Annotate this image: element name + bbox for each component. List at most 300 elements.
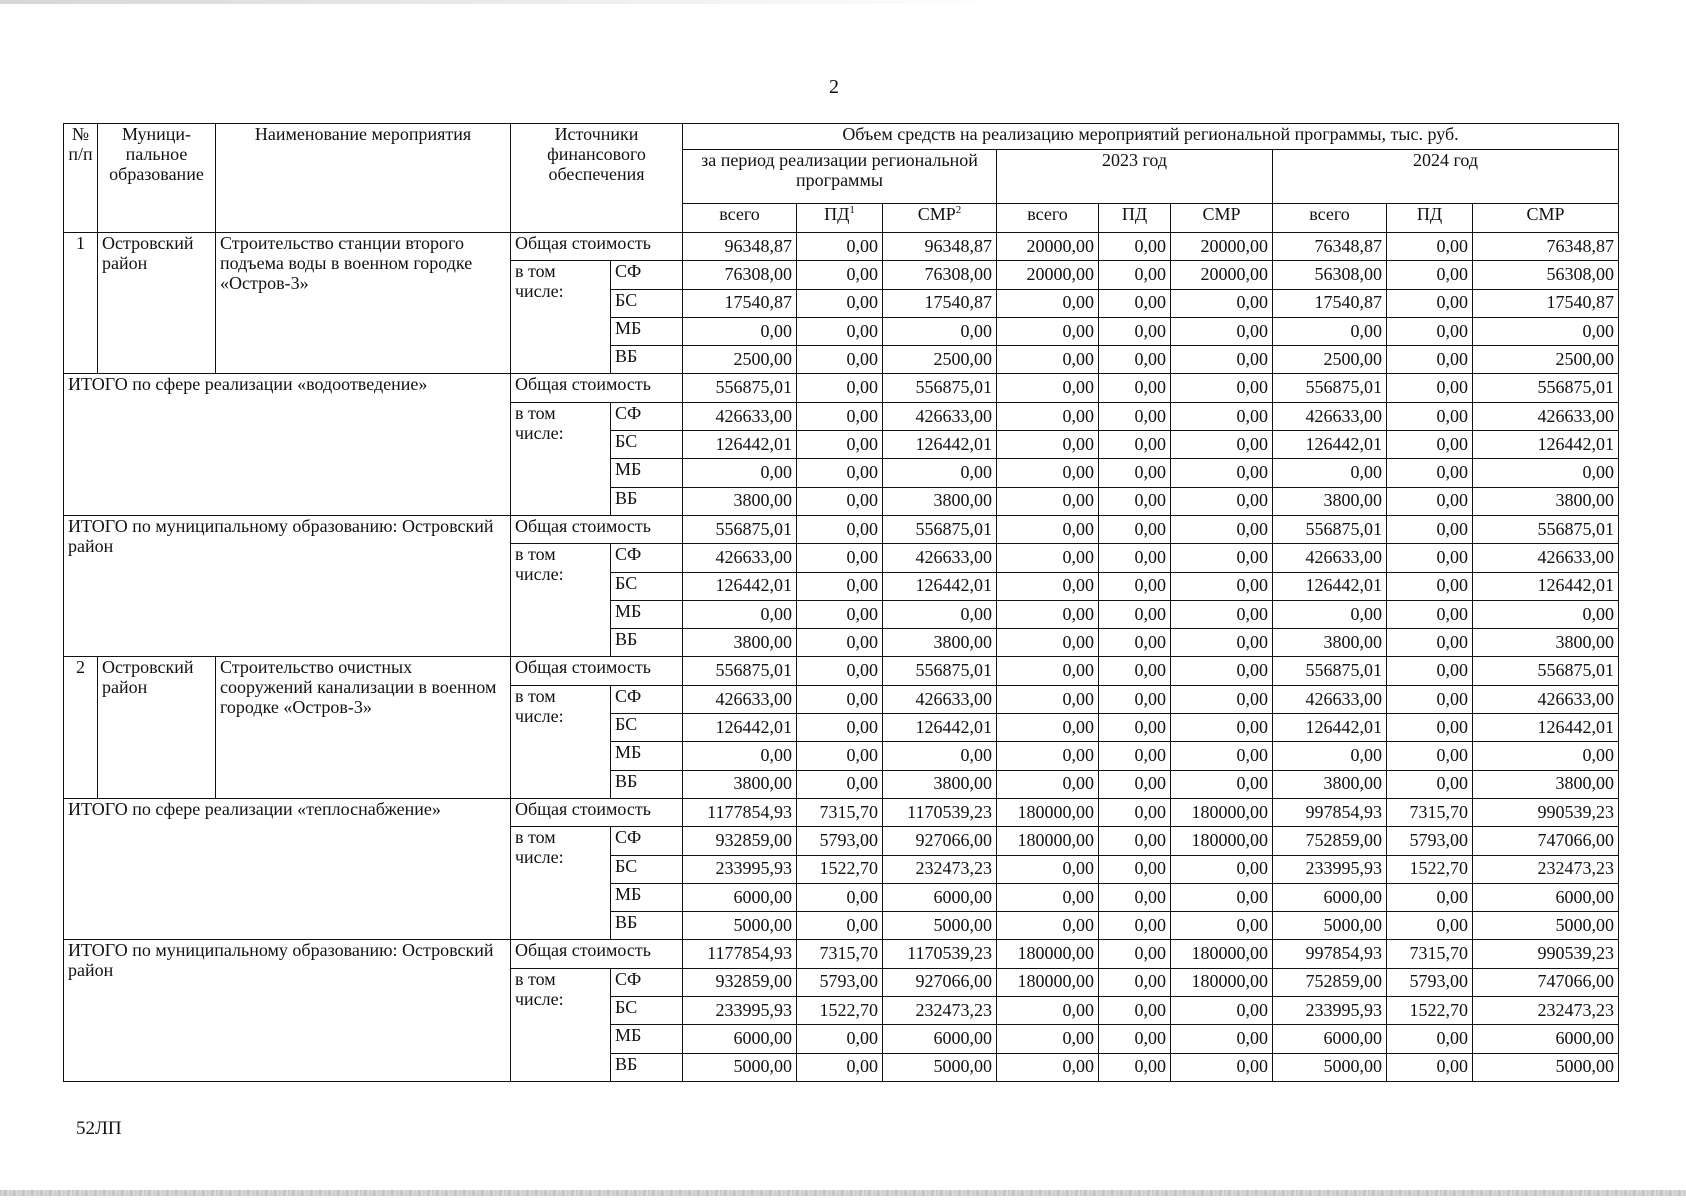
table-body — [64, 233, 1619, 1082]
value-cell: 0,00 — [997, 883, 1099, 911]
total-label: ИТОГО по муниципальному образованию: Островский район — [64, 940, 511, 1081]
value-cell: 6000,00 — [1273, 883, 1387, 911]
value-cell: 0,00 — [1387, 402, 1473, 430]
value-cell: 0,00 — [1099, 940, 1171, 968]
value-cell: 0,00 — [1171, 459, 1273, 487]
value-cell: 0,00 — [797, 883, 883, 911]
value-cell: 990539,23 — [1473, 798, 1619, 826]
source-code: МБ — [611, 317, 683, 345]
value-cell: 0,00 — [997, 742, 1099, 770]
value-cell: 0,00 — [797, 233, 883, 261]
value-cell: 126442,01 — [1473, 714, 1619, 742]
value-cell: 556875,01 — [883, 374, 997, 402]
value-cell: 0,00 — [1171, 544, 1273, 572]
value-cell: 0,00 — [797, 657, 883, 685]
value-cell: 0,00 — [1099, 912, 1171, 940]
source-code: СФ — [611, 968, 683, 996]
value-cell: 0,00 — [997, 487, 1099, 515]
table-row — [64, 233, 1619, 261]
value-cell: 0,00 — [1387, 431, 1473, 459]
source-code: ВБ — [611, 912, 683, 940]
page-number: 2 — [829, 76, 839, 98]
value-cell: 17540,87 — [1473, 289, 1619, 317]
value-cell: 3800,00 — [1473, 629, 1619, 657]
value-cell: 0,00 — [997, 1025, 1099, 1053]
row-number: 1 — [64, 233, 98, 374]
value-cell: 1170539,23 — [883, 798, 997, 826]
value-cell: 0,00 — [1273, 317, 1387, 345]
value-cell: 0,00 — [1171, 685, 1273, 713]
source-code: БС — [611, 997, 683, 1025]
value-cell: 233995,93 — [1273, 855, 1387, 883]
value-cell: 0,00 — [1099, 261, 1171, 289]
value-cell: 0,00 — [797, 714, 883, 742]
value-cell: 126442,01 — [1473, 431, 1619, 459]
value-cell: 180000,00 — [997, 827, 1099, 855]
value-cell: 233995,93 — [1273, 997, 1387, 1025]
value-cell: 426633,00 — [683, 402, 797, 430]
header-col-smr: СМР — [1473, 204, 1619, 233]
value-cell: 6000,00 — [1273, 1025, 1387, 1053]
value-cell: 426633,00 — [883, 544, 997, 572]
value-cell: 126442,01 — [883, 572, 997, 600]
value-cell: 3800,00 — [1473, 770, 1619, 798]
scan-edge-bottom — [0, 1190, 1686, 1196]
total-label: ИТОГО по сфере реализации «теплоснабжение» — [64, 798, 511, 939]
value-cell: 76348,87 — [1273, 233, 1387, 261]
table-row — [64, 940, 1619, 968]
value-cell: 0,00 — [997, 317, 1099, 345]
value-cell: 0,00 — [797, 261, 883, 289]
value-cell: 20000,00 — [997, 233, 1099, 261]
value-cell: 0,00 — [1099, 346, 1171, 374]
value-cell: 6000,00 — [883, 1025, 997, 1053]
value-cell: 3800,00 — [1273, 770, 1387, 798]
value-cell: 20000,00 — [1171, 261, 1273, 289]
value-cell: 17540,87 — [683, 289, 797, 317]
value-cell: 0,00 — [1387, 1025, 1473, 1053]
value-cell: 426633,00 — [1273, 544, 1387, 572]
value-cell: 3800,00 — [883, 487, 997, 515]
source-code: СФ — [611, 827, 683, 855]
value-cell: 6000,00 — [883, 883, 997, 911]
value-cell: 556875,01 — [1473, 657, 1619, 685]
value-cell: 232473,23 — [883, 855, 997, 883]
value-cell: 0,00 — [1273, 600, 1387, 628]
value-cell: 0,00 — [797, 431, 883, 459]
value-cell: 5793,00 — [797, 827, 883, 855]
value-cell: 0,00 — [1099, 515, 1171, 543]
value-cell: 1177854,93 — [683, 940, 797, 968]
value-cell: 5000,00 — [1473, 1053, 1619, 1081]
value-cell: 0,00 — [997, 912, 1099, 940]
value-cell: 0,00 — [1387, 346, 1473, 374]
value-cell: 0,00 — [1387, 572, 1473, 600]
value-cell: 17540,87 — [1273, 289, 1387, 317]
value-cell: 2500,00 — [1473, 346, 1619, 374]
value-cell: 0,00 — [1099, 289, 1171, 317]
municipality-name: Островский район — [98, 233, 216, 374]
value-cell: 0,00 — [1171, 770, 1273, 798]
value-cell: 752859,00 — [1273, 968, 1387, 996]
table-row — [64, 798, 1619, 826]
value-cell: 0,00 — [997, 459, 1099, 487]
value-cell: 752859,00 — [1273, 827, 1387, 855]
value-cell: 6000,00 — [1473, 1025, 1619, 1053]
value-cell: 997854,93 — [1273, 798, 1387, 826]
footnote-mark-2: 2 — [955, 204, 962, 216]
value-cell: 426633,00 — [1273, 402, 1387, 430]
source-including: в том числе: — [511, 402, 611, 515]
value-cell: 96348,87 — [883, 233, 997, 261]
source-code: ВБ — [611, 770, 683, 798]
value-cell: 0,00 — [883, 317, 997, 345]
source-code: БС — [611, 572, 683, 600]
source-code: СФ — [611, 685, 683, 713]
value-cell: 0,00 — [797, 770, 883, 798]
value-cell: 426633,00 — [1273, 685, 1387, 713]
value-cell: 0,00 — [1387, 629, 1473, 657]
value-cell: 0,00 — [1099, 544, 1171, 572]
value-cell: 0,00 — [1171, 855, 1273, 883]
funding-table — [63, 123, 1619, 1082]
value-cell: 0,00 — [1099, 233, 1171, 261]
value-cell: 0,00 — [1099, 431, 1171, 459]
value-cell: 426633,00 — [1473, 685, 1619, 713]
header-col-smr: СМР$^2$ — [883, 204, 997, 233]
value-cell: 0,00 — [1387, 289, 1473, 317]
header-col-pd: ПД — [1099, 204, 1171, 233]
value-cell: 0,00 — [1099, 685, 1171, 713]
source-total-cost: Общая стоимость — [511, 798, 683, 826]
value-cell: 0,00 — [997, 714, 1099, 742]
header-num: № п/п — [64, 124, 98, 233]
value-cell: 0,00 — [1171, 515, 1273, 543]
value-cell: 0,00 — [1099, 657, 1171, 685]
value-cell: 0,00 — [1099, 487, 1171, 515]
value-cell: 3800,00 — [1473, 487, 1619, 515]
table-row — [64, 657, 1619, 685]
value-cell: 932859,00 — [683, 968, 797, 996]
value-cell: 0,00 — [683, 317, 797, 345]
value-cell: 76348,87 — [1473, 233, 1619, 261]
source-including: в том числе: — [511, 261, 611, 374]
value-cell: 232473,23 — [1473, 997, 1619, 1025]
value-cell: 426633,00 — [1473, 402, 1619, 430]
value-cell: 7315,70 — [1387, 798, 1473, 826]
value-cell: 0,00 — [797, 459, 883, 487]
row-number: 2 — [64, 657, 98, 798]
value-cell: 0,00 — [997, 600, 1099, 628]
value-cell: 0,00 — [1099, 629, 1171, 657]
value-cell: 0,00 — [1099, 968, 1171, 996]
source-code: МБ — [611, 600, 683, 628]
value-cell: 0,00 — [997, 997, 1099, 1025]
value-cell: 6000,00 — [683, 1025, 797, 1053]
value-cell: 17540,87 — [883, 289, 997, 317]
value-cell: 0,00 — [997, 770, 1099, 798]
value-cell: 180000,00 — [997, 968, 1099, 996]
value-cell: 126442,01 — [1473, 572, 1619, 600]
value-cell: 5000,00 — [1273, 1053, 1387, 1081]
value-cell: 0,00 — [797, 289, 883, 317]
source-code: БС — [611, 431, 683, 459]
value-cell: 0,00 — [1387, 657, 1473, 685]
municipality-name: Островский район — [98, 657, 216, 798]
header-col-total: всего — [997, 204, 1099, 233]
value-cell: 0,00 — [997, 544, 1099, 572]
value-cell: 0,00 — [1099, 742, 1171, 770]
value-cell: 0,00 — [1099, 402, 1171, 430]
value-cell: 0,00 — [997, 431, 1099, 459]
value-cell: 0,00 — [1473, 317, 1619, 345]
value-cell: 5000,00 — [883, 1053, 997, 1081]
value-cell: 556875,01 — [1473, 374, 1619, 402]
header-year-2024: 2024 год — [1273, 150, 1619, 204]
value-cell: 0,00 — [797, 572, 883, 600]
value-cell: 0,00 — [797, 374, 883, 402]
value-cell: 0,00 — [997, 374, 1099, 402]
value-cell: 0,00 — [1099, 1025, 1171, 1053]
source-code: БС — [611, 289, 683, 317]
total-label: ИТОГО по сфере реализации «водоотведение» — [64, 374, 511, 515]
value-cell: 0,00 — [683, 600, 797, 628]
value-cell: 0,00 — [797, 600, 883, 628]
value-cell: 0,00 — [1099, 827, 1171, 855]
header-col-total: всего — [683, 204, 797, 233]
value-cell: 0,00 — [1387, 487, 1473, 515]
source-including: в том числе: — [511, 544, 611, 657]
value-cell: 0,00 — [797, 515, 883, 543]
value-cell: 0,00 — [997, 1053, 1099, 1081]
value-cell: 0,00 — [1171, 883, 1273, 911]
header-col-pd: $ПД^1$ — [797, 204, 883, 233]
value-cell: 3800,00 — [683, 487, 797, 515]
value-cell: 0,00 — [683, 742, 797, 770]
value-cell: 0,00 — [1171, 742, 1273, 770]
value-cell: 56308,00 — [1473, 261, 1619, 289]
value-cell: 556875,01 — [1473, 515, 1619, 543]
value-cell: 0,00 — [1099, 997, 1171, 1025]
value-cell: 0,00 — [1171, 289, 1273, 317]
value-cell: 556875,01 — [883, 657, 997, 685]
value-cell: 7315,70 — [797, 940, 883, 968]
source-including: в том числе: — [511, 685, 611, 798]
value-cell: 126442,01 — [683, 572, 797, 600]
value-cell: 3800,00 — [683, 770, 797, 798]
source-code: СФ — [611, 544, 683, 572]
value-cell: 0,00 — [1387, 261, 1473, 289]
value-cell: 3800,00 — [883, 629, 997, 657]
value-cell: 76308,00 — [683, 261, 797, 289]
value-cell: 927066,00 — [883, 968, 997, 996]
value-cell: 0,00 — [997, 657, 1099, 685]
total-label: ИТОГО по муниципальному образованию: Островский район — [64, 515, 511, 656]
value-cell: 0,00 — [1099, 374, 1171, 402]
value-cell: 556875,01 — [683, 657, 797, 685]
value-cell: 0,00 — [1387, 374, 1473, 402]
value-cell: 0,00 — [1099, 883, 1171, 911]
source-total-cost: Общая стоимость — [511, 940, 683, 968]
value-cell: 0,00 — [797, 487, 883, 515]
source-total-cost: Общая стоимость — [511, 233, 683, 261]
value-cell: 0,00 — [997, 346, 1099, 374]
value-cell: 126442,01 — [1273, 572, 1387, 600]
value-cell: 0,00 — [1171, 1053, 1273, 1081]
value-cell: 0,00 — [1171, 629, 1273, 657]
value-cell: 180000,00 — [1171, 827, 1273, 855]
value-cell: 20000,00 — [997, 261, 1099, 289]
value-cell: 232473,23 — [883, 997, 997, 1025]
value-cell: 0,00 — [1171, 997, 1273, 1025]
value-cell: 0,00 — [1171, 572, 1273, 600]
value-cell: 1522,70 — [1387, 855, 1473, 883]
header-municipality: Муници-пальное образование — [98, 124, 216, 233]
value-cell: 556875,01 — [883, 515, 997, 543]
source-code: СФ — [611, 261, 683, 289]
value-cell: 0,00 — [1099, 855, 1171, 883]
value-cell: 0,00 — [1099, 798, 1171, 826]
value-cell: 0,00 — [797, 685, 883, 713]
value-cell: 556875,01 — [683, 374, 797, 402]
value-cell: 0,00 — [1099, 572, 1171, 600]
value-cell: 0,00 — [997, 289, 1099, 317]
value-cell: 0,00 — [1171, 714, 1273, 742]
source-total-cost: Общая стоимость — [511, 515, 683, 543]
source-code: ВБ — [611, 1053, 683, 1081]
value-cell: 126442,01 — [683, 714, 797, 742]
value-cell: 0,00 — [797, 1053, 883, 1081]
value-cell: 5793,00 — [1387, 968, 1473, 996]
value-cell: 0,00 — [1099, 317, 1171, 345]
value-cell: 0,00 — [1387, 600, 1473, 628]
value-cell: 126442,01 — [683, 431, 797, 459]
value-cell: 0,00 — [797, 317, 883, 345]
value-cell: 0,00 — [1171, 402, 1273, 430]
value-cell: 0,00 — [1171, 346, 1273, 374]
value-cell: 0,00 — [1171, 317, 1273, 345]
header-col-smr: СМР — [1171, 204, 1273, 233]
value-cell: 426633,00 — [883, 402, 997, 430]
value-cell: 1170539,23 — [883, 940, 997, 968]
value-cell: 556875,01 — [1273, 374, 1387, 402]
value-cell: 126442,01 — [883, 431, 997, 459]
value-cell: 0,00 — [883, 459, 997, 487]
value-cell: 0,00 — [1387, 233, 1473, 261]
value-cell: 1522,70 — [1387, 997, 1473, 1025]
value-cell: 126442,01 — [883, 714, 997, 742]
source-code: МБ — [611, 1025, 683, 1053]
value-cell: 0,00 — [1273, 742, 1387, 770]
value-cell: 0,00 — [997, 685, 1099, 713]
header-col-pd: ПД — [1387, 204, 1473, 233]
value-cell: 0,00 — [1099, 600, 1171, 628]
value-cell: 7315,70 — [1387, 940, 1473, 968]
source-code: БС — [611, 714, 683, 742]
table-row — [64, 374, 1619, 402]
value-cell: 0,00 — [1473, 742, 1619, 770]
value-cell: 0,00 — [1099, 770, 1171, 798]
value-cell: 0,00 — [797, 544, 883, 572]
value-cell: 997854,93 — [1273, 940, 1387, 968]
source-including: в том числе: — [511, 968, 611, 1081]
value-cell: 3800,00 — [683, 629, 797, 657]
source-code: ВБ — [611, 346, 683, 374]
source-code: МБ — [611, 742, 683, 770]
header-period-total: за период реализации региональной программы — [683, 150, 997, 204]
measure-name: Строительство станции второго подъема воды в военном городке «Остров-3» — [216, 233, 511, 374]
value-cell: 0,00 — [997, 572, 1099, 600]
header-measure: Наименование мероприятия — [216, 124, 511, 233]
value-cell: 5793,00 — [797, 968, 883, 996]
value-cell: 2500,00 — [1273, 346, 1387, 374]
value-cell: 0,00 — [797, 1025, 883, 1053]
value-cell: 747066,00 — [1473, 968, 1619, 996]
value-cell: 180000,00 — [997, 798, 1099, 826]
value-cell: 96348,87 — [683, 233, 797, 261]
value-cell: 0,00 — [1387, 742, 1473, 770]
value-cell: 0,00 — [1387, 317, 1473, 345]
value-cell: 1177854,93 — [683, 798, 797, 826]
value-cell: 0,00 — [1171, 374, 1273, 402]
value-cell: 180000,00 — [1171, 798, 1273, 826]
value-cell: 556875,01 — [1273, 657, 1387, 685]
source-code: СФ — [611, 402, 683, 430]
value-cell: 232473,23 — [1473, 855, 1619, 883]
value-cell: 5000,00 — [683, 912, 797, 940]
value-cell: 3800,00 — [1273, 487, 1387, 515]
value-cell: 7315,70 — [797, 798, 883, 826]
value-cell: 5000,00 — [1273, 912, 1387, 940]
header-col-total: всего — [1273, 204, 1387, 233]
value-cell: 0,00 — [1171, 487, 1273, 515]
value-cell: 0,00 — [1171, 431, 1273, 459]
value-cell: 0,00 — [1171, 912, 1273, 940]
value-cell: 0,00 — [1387, 515, 1473, 543]
value-cell: 5000,00 — [683, 1053, 797, 1081]
source-including: в том числе: — [511, 827, 611, 940]
source-code: МБ — [611, 459, 683, 487]
value-cell: 556875,01 — [1273, 515, 1387, 543]
value-cell: 0,00 — [797, 742, 883, 770]
scan-edge-top — [0, 0, 1686, 4]
value-cell: 233995,93 — [683, 997, 797, 1025]
source-total-cost: Общая стоимость — [511, 374, 683, 402]
value-cell: 0,00 — [1387, 714, 1473, 742]
value-cell: 126442,01 — [1273, 714, 1387, 742]
value-cell: 5000,00 — [883, 912, 997, 940]
value-cell: 0,00 — [1099, 459, 1171, 487]
header-sources: Источники финансового обеспечения — [511, 124, 683, 233]
table-row — [64, 515, 1619, 543]
value-cell: 927066,00 — [883, 827, 997, 855]
value-cell: 0,00 — [1273, 459, 1387, 487]
footer-code: 52ЛП — [76, 1118, 122, 1139]
value-cell: 0,00 — [1171, 657, 1273, 685]
header-volume: Объем средств на реализацию мероприятий региональной программы, тыс. руб. — [683, 124, 1619, 150]
value-cell: 0,00 — [797, 629, 883, 657]
value-cell: 0,00 — [1387, 459, 1473, 487]
value-cell: 56308,00 — [1273, 261, 1387, 289]
value-cell: 556875,01 — [683, 515, 797, 543]
value-cell: 1522,70 — [797, 855, 883, 883]
value-cell: 0,00 — [883, 600, 997, 628]
measure-name: Строительство очистных сооружений канализации в военном городке «Остров-3» — [216, 657, 511, 798]
value-cell: 0,00 — [797, 346, 883, 374]
value-cell: 0,00 — [1387, 912, 1473, 940]
value-cell: 0,00 — [883, 742, 997, 770]
value-cell: 0,00 — [1473, 600, 1619, 628]
